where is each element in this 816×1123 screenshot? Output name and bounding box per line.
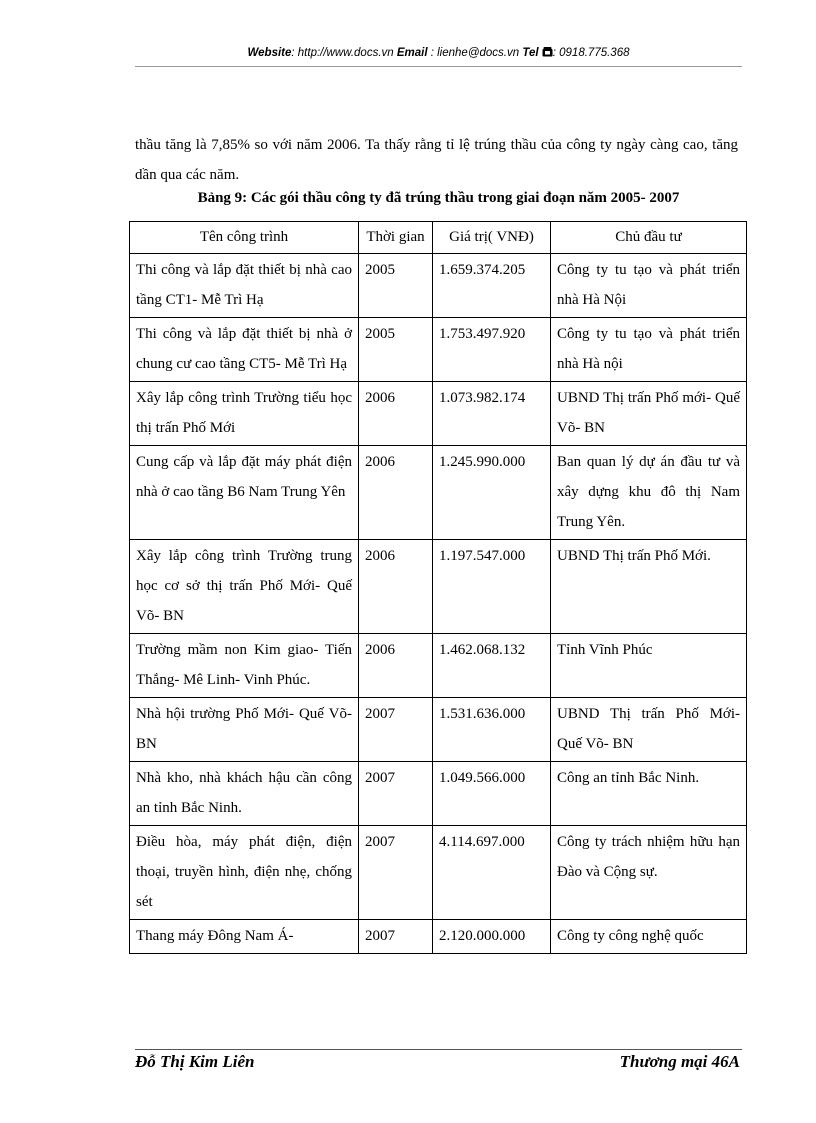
cell-project-name: Điều hòa, máy phát điện, điện thoại, truyền hình, điện nhẹ, chống sét <box>130 826 359 920</box>
table-row <box>130 540 747 634</box>
cell-year: 2007 <box>359 698 433 762</box>
table-header-row <box>130 222 747 254</box>
cell-investor: Công ty tu tạo và phát triển nhà Hà Nội <box>551 254 747 318</box>
cell-investor: Tỉnh Vĩnh Phúc <box>551 634 747 698</box>
cell-project-name: Thi công và lắp đặt thiết bị nhà ở chung cư cao tầng CT5- Mễ Trì Hạ <box>130 318 359 382</box>
cell-project-name: Thang máy Đông Nam Á- <box>130 920 359 954</box>
page-header <box>135 47 742 60</box>
table-row <box>130 446 747 540</box>
cell-year: 2005 <box>359 318 433 382</box>
cell-year: 2007 <box>359 920 433 954</box>
footer-divider <box>135 1049 742 1050</box>
cell-year: 2006 <box>359 540 433 634</box>
header-divider <box>135 66 742 67</box>
cell-value: 1.073.982.174 <box>433 382 551 446</box>
cell-investor: Ban quan lý dự án đầu tư và xây dựng khu đô thị Nam Trung Yên. <box>551 446 747 540</box>
table-row <box>130 920 747 954</box>
table-row <box>130 762 747 826</box>
table-row <box>130 826 747 920</box>
cell-value: 1.753.497.920 <box>433 318 551 382</box>
header-time: Thời gian <box>359 222 433 254</box>
cell-investor: UBND Thị trấn Phố Mới- Quế Võ- BN <box>551 698 747 762</box>
tel-label: Tel <box>522 47 539 59</box>
table-row <box>130 254 747 318</box>
cell-value: 1.049.566.000 <box>433 762 551 826</box>
cell-investor: Công ty tu tạo và phát triển nhà Hà nội <box>551 318 747 382</box>
cell-value: 1.197.547.000 <box>433 540 551 634</box>
cell-value: 1.531.636.000 <box>433 698 551 762</box>
table-caption: Bảng 9: Các gói thầu công ty đã trúng thầu trong giai đoạn năm 2005- 2007 <box>197 190 680 206</box>
footer-author: Đỗ Thị Kim Liên <box>135 1052 255 1071</box>
footer-class: Thương mại 46A <box>619 1052 740 1071</box>
cell-year: 2007 <box>359 826 433 920</box>
cell-investor: Công ty công nghệ quốc <box>551 920 747 954</box>
email-address: : lienhe@docs.vn <box>427 47 520 59</box>
cell-value: 1.462.068.132 <box>433 634 551 698</box>
website-url: : http://www.docs.vn <box>291 47 394 59</box>
cell-project-name: Xây lắp công trình Trường trung học cơ sở thị trấn Phố Mới- Quế Võ- BN <box>130 540 359 634</box>
table-row <box>130 698 747 762</box>
table-row <box>130 634 747 698</box>
cell-project-name: Xây lắp công trình Trường tiểu học thị trấn Phố Mới <box>130 382 359 446</box>
cell-investor: UBND Thị trấn Phố Mới. <box>551 540 747 634</box>
cell-project-name: Thi công và lắp đặt thiết bị nhà cao tầng CT1- Mễ Trì Hạ <box>130 254 359 318</box>
intro-paragraph: thầu tăng là 7,85% so với năm 2006. Ta thấy rằng tỉ lệ trúng thầu của công ty ngày càng cao, tăng dần qua các năm. <box>135 137 738 183</box>
cell-value: 2.120.000.000 <box>433 920 551 954</box>
cell-year: 2005 <box>359 254 433 318</box>
phone-number: : 0918.775.368 <box>552 47 630 59</box>
cell-value: 4.114.697.000 <box>433 826 551 920</box>
cell-year: 2006 <box>359 634 433 698</box>
cell-project-name: Nhà kho, nhà khách hậu cần công an tỉnh Bắc Ninh. <box>130 762 359 826</box>
header-project-name: Tên công trình <box>130 222 359 254</box>
table-row <box>130 318 747 382</box>
header-value: Giá trị( VNĐ) <box>433 222 551 254</box>
header-investor: Chủ đầu tư <box>551 222 747 254</box>
bid-table <box>129 221 747 954</box>
website-label: Website <box>247 47 292 59</box>
cell-investor: UBND Thị trấn Phố mới- Quế Võ- BN <box>551 382 747 446</box>
table-row <box>130 382 747 446</box>
cell-project-name: Cung cấp và lắp đặt máy phát điện nhà ở cao tầng B6 Nam Trung Yên <box>130 446 359 540</box>
email-label: Email <box>396 47 428 59</box>
cell-year: 2006 <box>359 382 433 446</box>
cell-investor: Công ty trách nhiệm hữu hạn Đào và Cộng sự. <box>551 826 747 920</box>
cell-value: 1.659.374.205 <box>433 254 551 318</box>
phone-icon <box>542 47 553 60</box>
cell-project-name: Nhà hội trường Phố Mới- Quế Võ- BN <box>130 698 359 762</box>
cell-value: 1.245.990.000 <box>433 446 551 540</box>
cell-investor: Công an tỉnh Bắc Ninh. <box>551 762 747 826</box>
cell-year: 2007 <box>359 762 433 826</box>
cell-year: 2006 <box>359 446 433 540</box>
cell-project-name: Trường mầm non Kim giao- Tiến Thắng- Mê Linh- Vinh Phúc. <box>130 634 359 698</box>
